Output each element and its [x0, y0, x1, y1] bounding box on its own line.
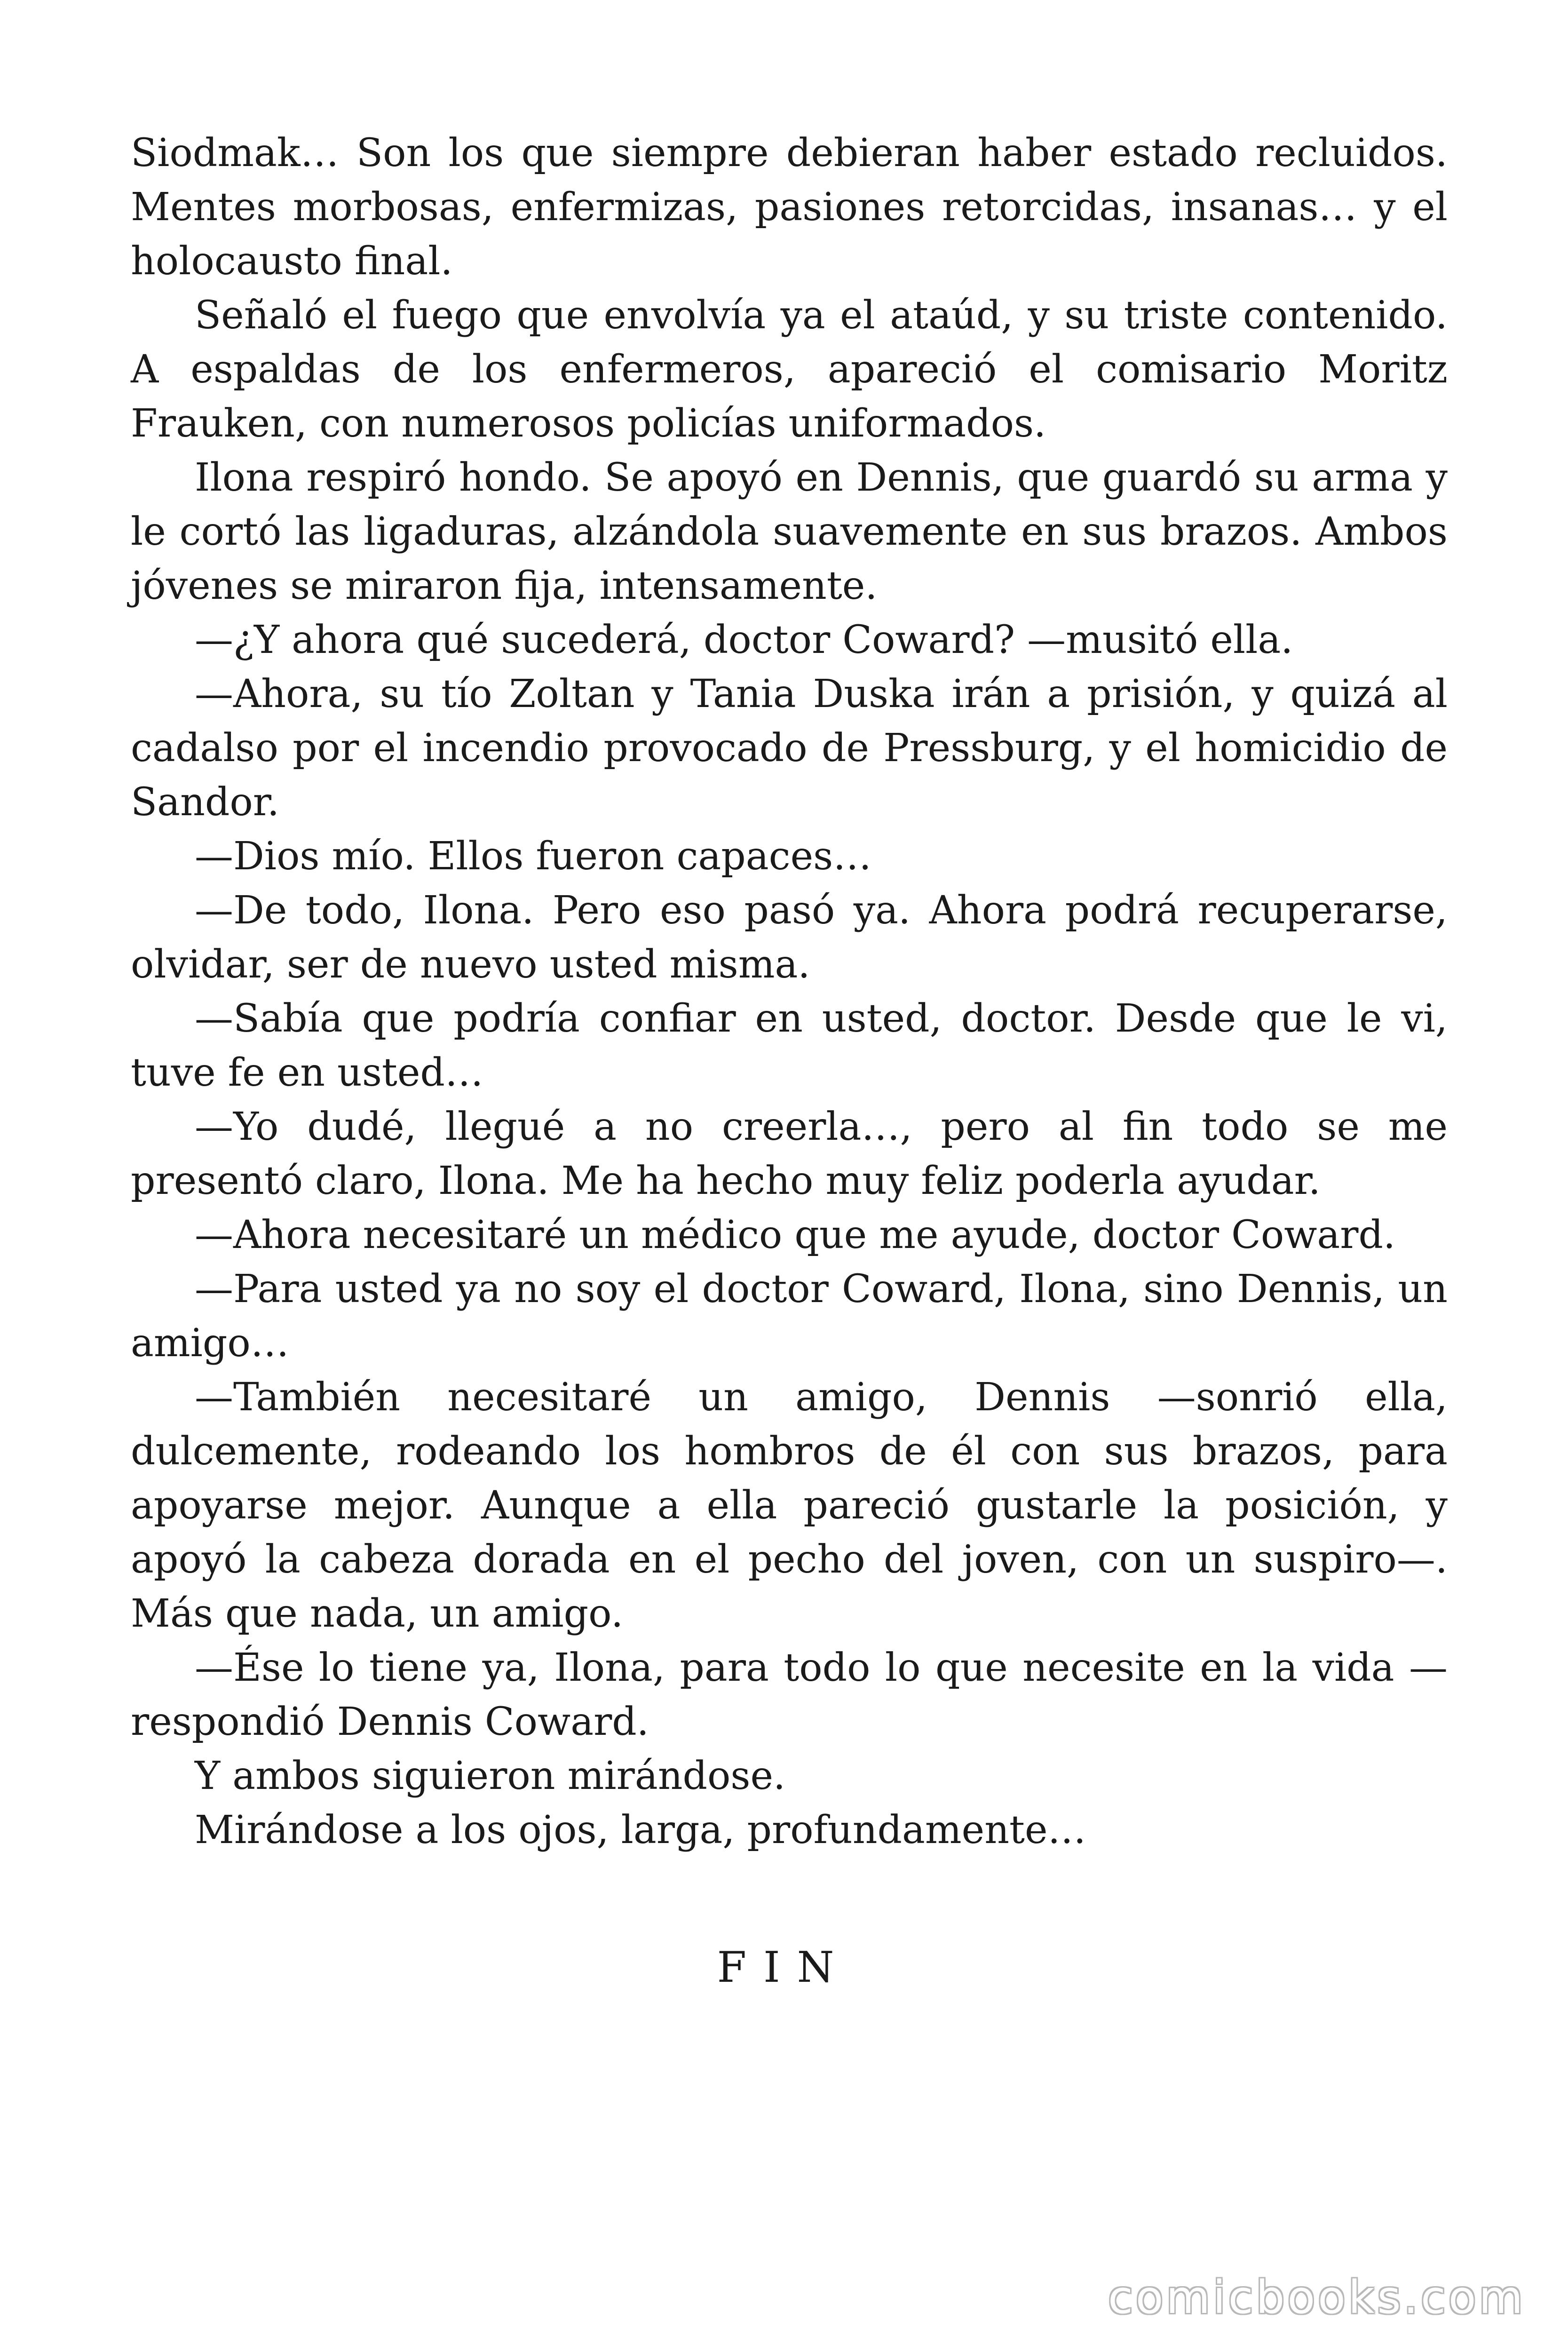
- paragraph: —Yo dudé, llegué a no creerla…, pero al fin todo se me presentó claro, Ilona. Me ha hecho muy feliz poderla ayudar.: [131, 1104, 1448, 1203]
- paragraph: —Ahora necesitaré un médico que me ayude, doctor Coward.: [195, 1213, 1396, 1257]
- watermark: comicbooks.com: [1108, 2271, 1526, 2324]
- paragraph: —¿Y ahora qué sucederá, doctor Coward? —musitó ella.: [195, 618, 1293, 662]
- paragraph: Siodmak… Son los que siempre debieran haber estado recluidos. Mentes morbosas, enfermizas, pasiones retorcidas, insanas… y el holocausto final.: [131, 131, 1448, 284]
- paragraph: —Ahora, su tío Zoltan y Tania Duska irán a prisión, y quizá al cadalso por el incendio provocado de Pressburg, y el homicidio de Sandor.: [131, 672, 1448, 825]
- paragraph: —También necesitaré un amigo, Dennis —sonrió ella, dulcemente, rodeando los hombros de él con sus brazos, para apoyarse mejor. Aunque a ella pareció gustarle la posición, y apoyó la cabeza dorada en el pecho del joven, con un suspiro—. Más que nada, un amigo.: [131, 1375, 1448, 1636]
- paragraph: —Dios mío. Ellos fueron capaces…: [195, 834, 872, 879]
- paragraph: —Ése lo tiene ya, Ilona, para todo lo que necesite en la vida —respondió Dennis Coward.: [131, 1645, 1448, 1744]
- paragraph: Y ambos siguieron mirándose.: [195, 1754, 786, 1798]
- paragraph: Mirándose a los ojos, larga, profundamente…: [195, 1808, 1086, 1852]
- paragraph: —De todo, Ilona. Pero eso pasó ya. Ahora podrá recuperarse, olvidar, ser de nuevo usted misma.: [131, 888, 1448, 987]
- paragraph: —Para usted ya no soy el doctor Coward, Ilona, sino Dennis, un amigo…: [131, 1267, 1448, 1366]
- body-text: [131, 126, 1448, 1857]
- paragraph: Señaló el fuego que envolvía ya el ataúd, y su triste contenido. A espaldas de los enfermeros, apareció el comisario Moritz Frauken, con numerosos policías uniformados.: [131, 293, 1448, 446]
- ending-title: FIN: [717, 1943, 851, 1992]
- paragraph: Ilona respiró hondo. Se apoyó en Dennis, que guardó su arma y le cortó las ligaduras, alzándola suavemente en sus brazos. Ambos jóvenes se miraron fija, intensamente.: [131, 455, 1448, 608]
- paragraph: —Sabía que podría confiar en usted, doctor. Desde que le vi, tuve fe en usted…: [131, 996, 1448, 1095]
